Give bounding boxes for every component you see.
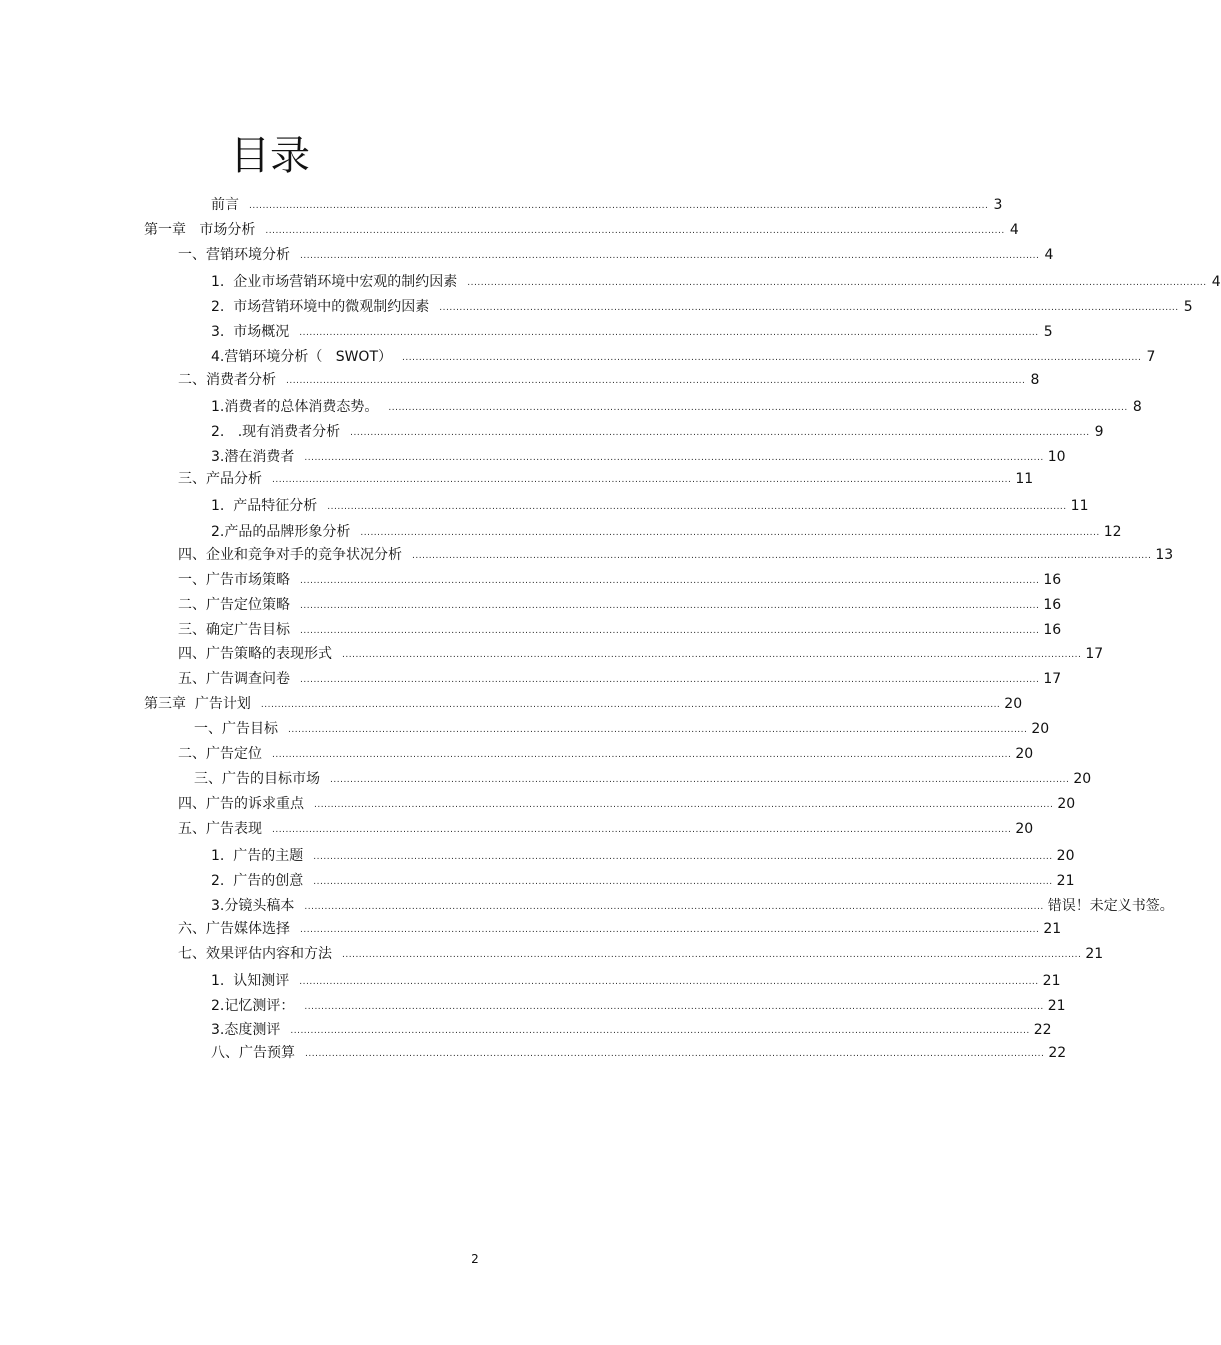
toc-entry[interactable] [178,542,1174,564]
dot-leader: ............................................................................................................................................................................................................................ [286,376,1026,386]
toc-entry-label: 六、广告媒体选择 [178,921,290,937]
toc-entry[interactable] [211,968,1061,990]
toc-entry[interactable] [211,192,1003,214]
dot-leader: ............................................................................................................................................................................................................................ [300,576,1040,586]
toc-entry[interactable] [178,466,1034,488]
dot-leader: ............................................................................................................................................................................................................................ [272,825,1012,835]
toc-entry[interactable] [211,444,1066,466]
toc-entry-page: 16 [1043,572,1062,588]
toc-entry[interactable] [178,941,1104,963]
toc-entry-label: 2. 广告的创意 [211,873,304,889]
toc-entry[interactable] [211,319,1053,341]
dot-leader: ............................................................................................................................................................................................................................ [388,403,1128,413]
dot-leader: ............................................................................................................................................................................................................................ [342,950,1082,960]
dot-leader: ............................................................................................................................................................................................................................ [313,877,1053,887]
toc-entry-page: 21 [1042,973,1061,989]
toc-entry[interactable] [194,716,1050,738]
toc-entry-page: 4 [1211,274,1221,290]
toc-entry-label: 一、广告市场策略 [178,572,290,588]
dot-leader: ............................................................................................................................................................................................................................ [330,775,1070,785]
toc-entry[interactable] [211,269,1221,291]
dot-leader: ............................................................................................................................................................................................................................ [299,977,1039,987]
toc-entry-page: 20 [1057,796,1076,812]
toc-entry[interactable] [178,617,1062,639]
toc-entry-page: 8 [1030,372,1040,388]
toc-entry-label: 三、广告的目标市场 [194,771,320,787]
toc-entry-page: 8 [1132,399,1142,415]
toc-entry-label: 2.产品的品牌形象分析 [211,524,351,540]
dot-leader: ............................................................................................................................................................................................................................ [467,278,1207,288]
toc-entry-label: 一、广告目标 [194,721,278,737]
toc-entry[interactable] [211,519,1122,541]
toc-entry[interactable] [144,691,1023,713]
page-title: 目录 [230,133,310,179]
dot-leader: ............................................................................................................................................................................................................................ [314,800,1054,810]
toc-entry[interactable] [178,242,1054,264]
toc-entry-page: 16 [1043,622,1062,638]
toc-entry-page: 17 [1085,646,1104,662]
toc-entry[interactable] [194,766,1092,788]
toc-entry-label: 一、营销环境分析 [178,247,290,263]
toc-entry-page: 22 [1033,1022,1052,1038]
dot-leader: ............................................................................................................................................................................................................................ [300,626,1040,636]
toc-entry[interactable] [211,993,1066,1015]
toc-entry-page: 10 [1047,449,1066,465]
toc-entry-page: 5 [1183,299,1193,315]
toc-entry-label: 2.记忆测评： [211,998,295,1014]
dot-leader: ............................................................................................................................................................................................................................ [272,475,1012,485]
dot-leader: ............................................................................................................................................................................................................................ [260,700,1001,710]
toc-entry-label: 3.潜在消费者 [211,449,295,465]
toc-entry-page: 4 [1009,222,1019,238]
dot-leader: ............................................................................................................................................................................................................................ [350,428,1090,438]
toc-entry-page: 9 [1094,424,1104,440]
toc-entry-page: 20 [1015,746,1034,762]
toc-entry-label: 四、广告策略的表现形式 [178,646,332,662]
toc-entry-label: 前言 [211,197,239,213]
toc-entry-label: 1. 认知测评 [211,973,290,989]
toc-entry-label: 1. 企业市场营销环境中宏观的制约因素 [211,274,458,290]
toc-entry[interactable] [211,1040,1067,1062]
toc-entry-label: 3.分镜头稿本 [211,898,295,914]
toc-entry-page: 17 [1043,671,1062,687]
toc-entry-page: 20 [1004,696,1023,712]
toc-entry[interactable] [211,394,1142,416]
toc-entry-page: 11 [1015,471,1034,487]
toc-entry[interactable] [178,816,1034,838]
dot-leader: ............................................................................................................................................................................................................................ [412,551,1152,561]
dot-leader: ............................................................................................................................................................................................................................ [304,902,1044,912]
toc-entry[interactable] [211,843,1075,865]
dot-leader: ............................................................................................................................................................................................................................ [299,328,1039,338]
toc-entry[interactable] [211,294,1193,316]
toc-entry[interactable] [211,1017,1052,1039]
toc-entry-page: 20 [1056,848,1075,864]
dot-leader: ............................................................................................................................................................................................................................ [360,528,1100,538]
toc-entry-label: 4.营销环境分析（ SWOT） [211,349,393,365]
toc-entry-page: 20 [1073,771,1092,787]
toc-entry-label: 四、广告的诉求重点 [178,796,304,812]
toc-entry-page: 16 [1043,597,1062,613]
toc-entry-label: 1.消费者的总体消费态势。 [211,399,379,415]
toc-entry-label: 二、广告定位策略 [178,597,290,613]
toc-entry[interactable] [178,916,1062,938]
dot-leader: ............................................................................................................................................................................................................................ [300,675,1040,685]
toc-entry[interactable] [178,592,1062,614]
toc-entry-page: 20 [1015,821,1034,837]
dot-leader: ............................................................................................................................................................................................................................ [304,1002,1044,1012]
page-number: 2 [471,1252,479,1266]
toc-entry-label: 五、广告调查问卷 [178,671,290,687]
toc-entry-page: 21 [1047,998,1066,1014]
dot-leader: ............................................................................................................................................................................................................................ [300,925,1040,935]
toc-entry[interactable] [178,741,1034,763]
dot-leader: ............................................................................................................................................................................................................................ [300,251,1040,261]
toc-entry-label: 3. 市场概况 [211,324,290,340]
dot-leader: ............................................................................................................................................................................................................................ [249,201,989,211]
toc-entry-label: 第三章 广告计划 [144,696,251,712]
toc-entry[interactable] [211,344,1156,366]
toc-entry-page: 13 [1155,547,1174,563]
toc-entry-label: 四、企业和竞争对手的竞争状况分析 [178,547,402,563]
toc-entry[interactable] [211,493,1089,515]
toc-entry-label: 三、产品分析 [178,471,262,487]
toc-entry[interactable] [178,791,1076,813]
table-of-contents [0,192,1221,1072]
toc-entry[interactable] [144,217,1019,239]
toc-entry-label: 2. 市场营销环境中的微观制约因素 [211,299,430,315]
toc-entry[interactable] [211,419,1104,441]
dot-leader: ............................................................................................................................................................................................................................ [288,725,1028,735]
toc-entry-page: 21 [1056,873,1075,889]
dot-leader: ............................................................................................................................................................................................................................ [290,1026,1030,1036]
toc-entry-page: 3 [993,197,1003,213]
dot-leader: ............................................................................................................................................................................................................................ [327,502,1067,512]
toc-entry-page: 20 [1031,721,1050,737]
toc-entry[interactable] [178,367,1040,389]
toc-entry-label: 三、确定广告目标 [178,622,290,638]
toc-entry-page: 4 [1044,247,1054,263]
toc-entry-label: 七、效果评估内容和方法 [178,946,332,962]
dot-leader: ............................................................................................................................................................................................................................ [272,750,1012,760]
toc-entry-page: 5 [1043,324,1053,340]
toc-entry-page: 21 [1043,921,1062,937]
dot-leader: ............................................................................................................................................................................................................................ [265,226,1005,236]
toc-entry-label: 二、消费者分析 [178,372,276,388]
toc-entry[interactable] [178,641,1104,663]
toc-entry-label: 五、广告表现 [178,821,262,837]
dot-leader: ............................................................................................................................................................................................................................ [342,650,1082,660]
dot-leader: ............................................................................................................................................................................................................................ [305,1049,1045,1059]
toc-entry-label: 1. 产品特征分析 [211,498,318,514]
toc-entry-page: 22 [1048,1045,1067,1061]
toc-entry[interactable] [178,567,1062,589]
toc-entry-page: 12 [1103,524,1122,540]
toc-entry-page: 7 [1146,349,1156,365]
dot-leader: ............................................................................................................................................................................................................................ [300,601,1040,611]
toc-entry-page: 21 [1085,946,1104,962]
toc-entry-label: 八、广告预算 [211,1045,295,1061]
dot-leader: ............................................................................................................................................................................................................................ [313,852,1053,862]
dot-leader: ............................................................................................................................................................................................................................ [402,353,1142,363]
toc-entry-label: 3.态度测评 [211,1022,281,1038]
toc-entry-page: 11 [1070,498,1089,514]
toc-entry-label: 1. 广告的主题 [211,848,304,864]
dot-leader: ............................................................................................................................................................................................................................ [304,453,1044,463]
toc-entry-label: 2. .现有消费者分析 [211,424,341,440]
toc-entry-label: 第一章 市场分析 [144,222,256,238]
toc-entry[interactable] [211,893,1174,915]
toc-entry[interactable] [178,666,1062,688]
toc-entry-label: 二、广告定位 [178,746,262,762]
dot-leader: ............................................................................................................................................................................................................................ [439,303,1179,313]
toc-entry[interactable] [211,868,1075,890]
toc-entry-page: 错误！未定义书签。 [1047,898,1174,914]
